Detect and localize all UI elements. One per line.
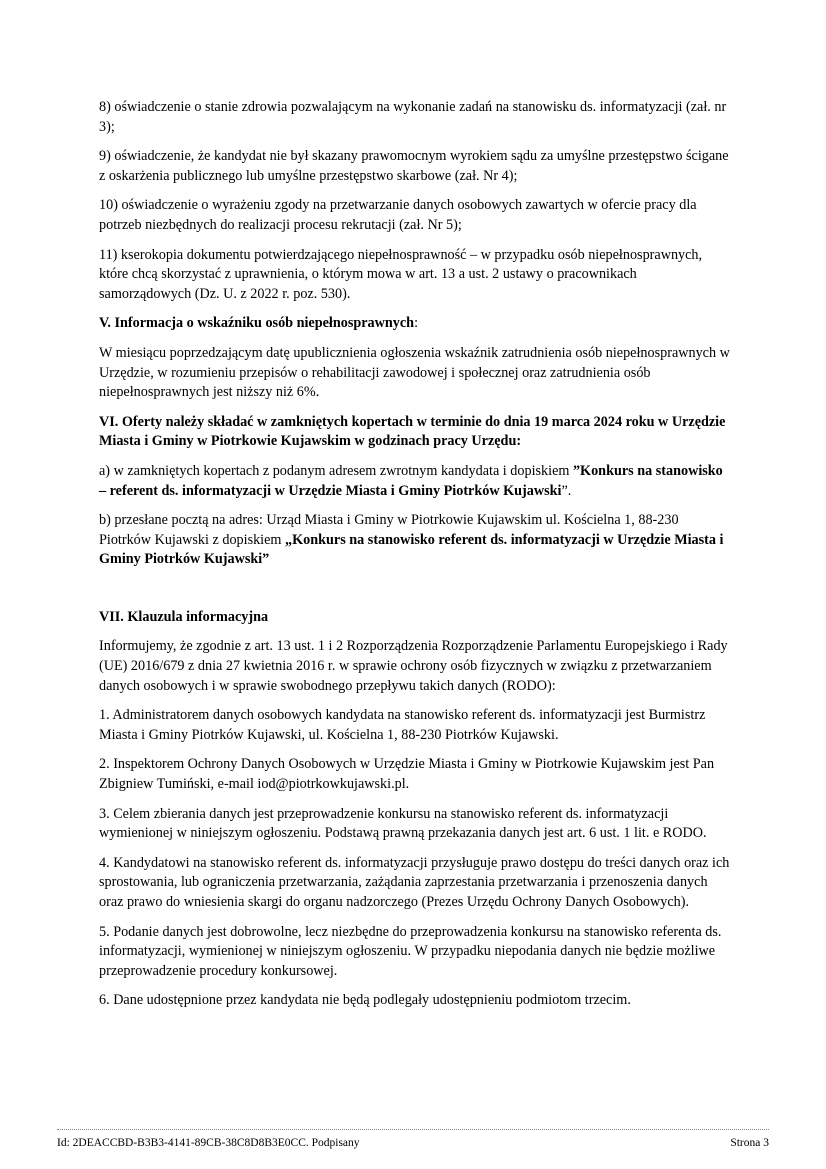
section-6-item-a [99,462,731,501]
section-5-heading-colon: : [414,315,419,332]
section-6-a-suffix: ”. [561,482,572,499]
list-item: 10) oświadczenie o wyrażeniu zgody na przetwarzanie danych osobowych zawartych w ofercie pracy dla potrzeb niezbędnych do realizacji procesu rekrutacji (zał. Nr 5); [99,197,697,233]
list-item: 8) oświadczenie o stanie zdrowia pozwalającym na wykonanie zadań na stanowisku ds. informatyzacji (zał. nr 3); [99,99,727,135]
section-6-heading: VI. Oferty należy składać w zamkniętych kopertach w terminie do dnia 19 marca 2024 roku w Urzędzie Miasta i Gminy w Piotrkowie Kujawskim w godzinach pracy Urzędu: [99,413,726,450]
footer-divider [57,1129,769,1130]
section-7-intro: Informujemy, że zgodnie z art. 13 ust. 1 i 2 Rozporządzenia Rozporządzenie Parlamentu Europejskiego i Rady (UE) 2016/679 z dnia 27 kwietnia 2016 r. w sprawie ochrony osób fizycznych w związku z przetwarzaniem danych osobowych i w sprawie swobodnego przepływu takich danych (RODO): [99,638,728,694]
section-7-heading: VII. Klauzula informacyjna [99,608,269,625]
section-6-a-bold: ”Konkurs na stanowisko – referent ds. informatyzacji w Urzędzie Miasta i Gminy Piotrków Kujawski [99,462,723,499]
section-5-heading-text: V. Informacja o wskaźniku osób niepełnosprawnych [99,315,415,332]
clause-point: 3. Celem zbierania danych jest przeprowadzenie konkursu na stanowisko referent ds. informatyzacji wymienionej w niniejszym ogłoszeniu. Podstawą prawną przekazania danych jest art. 6 ust. 1 lit. e RODO. [99,805,707,842]
clause-point: 6. Dane udostępnione przez kandydata nie będą podlegały udostępnieniu podmiotom trzecim. [99,992,631,1009]
document-body [99,98,731,1021]
clause-point: 5. Podanie danych jest dobrowolne, lecz niezbędne do przeprowadzenia konkursu na stanowisko referenta ds. informatyzacji, wymienionej w niniejszym ogłoszeniu. W przypadku niepodania danych nie będzie możliwe przeprowadzenie procedury konkursowej. [99,923,722,979]
document-id: Id: 2DEACCBD-B3B3-4141-89CB-38C8D8B3E0CC. Podpisany [57,1137,360,1149]
section-5-text: W miesiącu poprzedzającym datę upublicznienia ogłoszenia wskaźnik zatrudnienia osób niepełnosprawnych w Urzędzie, w rozumieniu przepisów o rehabilitacji zawodowej i społecznej oraz zatrudnienia osób niepełnosprawnych jest niższy niż 6%. [99,344,730,401]
list-item: 9) oświadczenie, że kandydat nie był skazany prawomocnym wyrokiem sądu za umyślne przestępstwo ścigane z oskarżenia publicznego lub umyślne przestępstwo skarbowe (zał. Nr 4); [99,148,729,184]
section-6-b-text: b) przesłane pocztą na adres: Urząd Miasta i Gminy w Piotrkowie Kujawskim ul. Kościelna 1, 88-230 Piotrków Kujawski z dopiskiem [99,512,679,548]
section-6-a-text: a) w zamkniętych kopertach z podanym adresem zwrotnym kandydata i dopiskiem [99,462,573,479]
clause-point: 4. Kandydatowi na stanowisko referent ds. informatyzacji przysługuje prawo dostępu do treści danych oraz ich sprostowania, lub ograniczenia przetwarzania, zażądania zaprzestania przetwarzania i przenoszenia danych oraz prawo do wniesienia skargi do organu nadzorczego (Prezes Urzędu Ochrony Danych Osobowych). [99,854,730,910]
section-6-b-bold: „Konkurs na stanowisko referent ds. informatyzacji w Urzędzie Miasta i Gminy Piotrków Kujawski” [99,531,724,568]
spacer [99,580,731,608]
page-number: Strona 3 [730,1137,769,1149]
clause-point: 2. Inspektorem Ochrony Danych Osobowych w Urzędzie Miasta i Gminy w Piotrkowie Kujawskim jest Pan Zbigniew Tumiński, e-mail iod@piotrkowkujawski.pl. [99,756,715,793]
list-item: 11) kserokopia dokumentu potwierdzającego niepełnosprawność – w przypadku osób niepełnosprawnych, które chcą skorzystać z uprawnienia, o którym mowa w art. 13 a ust. 2 ustawy o pracownikach samorządowych (Dz. U. z 2022 r. poz. 530). [99,246,703,302]
clause-point: 1. Administratorem danych osobowych kandydata na stanowisko referent ds. informatyzacji jest Burmistrz Miasta i Gminy Piotrków Kujawski, ul. Kościelna 1, 88-230 Piotrków Kujawski. [99,707,706,743]
section-6-item-b [99,511,731,570]
footer [57,1136,769,1150]
section-5-heading [99,314,731,334]
